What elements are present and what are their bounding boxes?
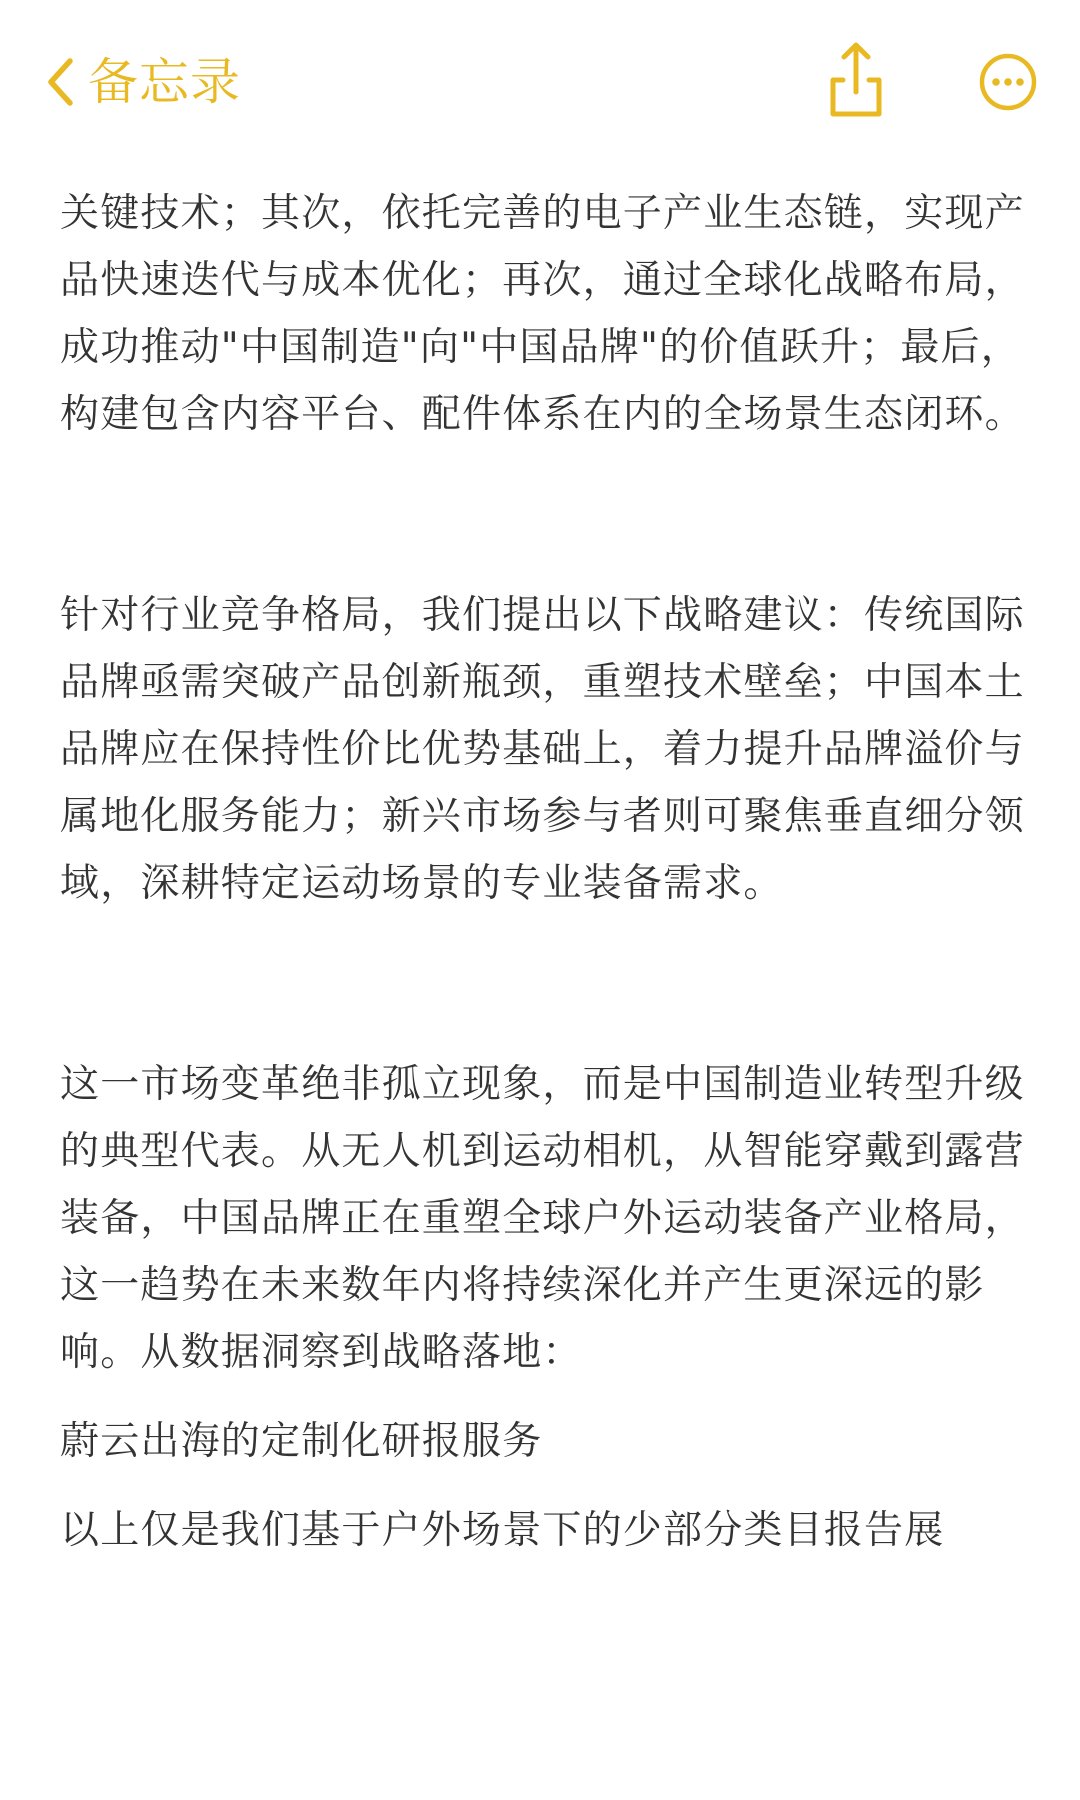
chevron-left-icon — [46, 57, 74, 107]
note-paragraph: 关键技术；其次，依托完善的电子产业生态链，实现产品快速迭代与成本优化；再次，通过全球化战略布局，成功推动"中国制造"向"中国品牌"的价值跃升；最后，构建包含内容平台、配件体系在内的全场景生态闭环。 — [60, 191, 1025, 437]
share-icon — [826, 105, 886, 124]
more-options-button[interactable] — [978, 52, 1038, 112]
note-paragraph: 这一市场变革绝非孤立现象，而是中国制造业转型升级的典型代表。从无人机到运动相机，从智能穿戴到露营装备，中国品牌正在重塑全球户外运动装备产业格局，这一趋势在未来数年内将持续深化并产生更深远的影响。从数据洞察到战略落地： — [60, 1062, 1025, 1375]
note-paragraph: 蔚云出海的定制化研报服务 — [60, 1419, 543, 1464]
back-button-label: 备忘录 — [88, 53, 241, 111]
back-button[interactable] — [46, 52, 241, 112]
paragraph-spacer — [60, 917, 1030, 1051]
paragraph-spacer — [60, 448, 1030, 582]
note-body[interactable] — [60, 180, 1030, 1564]
note-paragraph: 针对行业竞争格局，我们提出以下战略建议：传统国际品牌亟需突破产品创新瓶颈，重塑技术壁垒；中国本土品牌应在保持性价比优势基础上，着力提升品牌溢价与属地化服务能力；新兴市场参与者则可聚焦垂直细分领域，深耕特定运动场景的专业装备需求。 — [60, 593, 1025, 906]
share-button[interactable] — [826, 40, 886, 120]
paragraph-spacer — [60, 1386, 1030, 1408]
more-options-icon — [978, 97, 1038, 116]
navigation-bar — [0, 0, 1080, 170]
note-paragraph: 以上仅是我们基于户外场景下的少部分类目报告展 — [60, 1508, 945, 1553]
paragraph-spacer — [60, 1475, 1030, 1497]
